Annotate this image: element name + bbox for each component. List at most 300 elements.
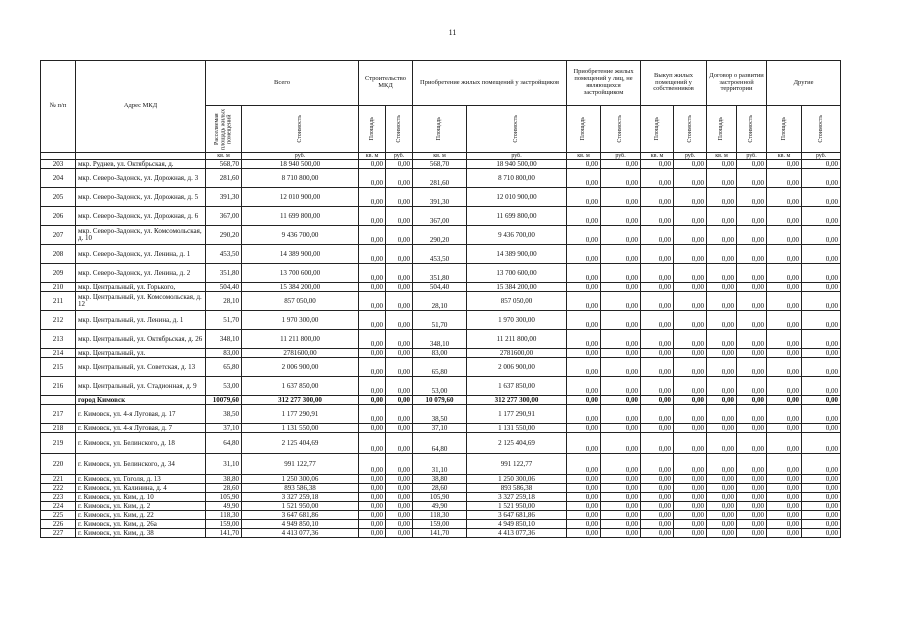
zero-value: 0,00 <box>567 396 601 405</box>
zero-value: 0,00 <box>707 311 737 330</box>
zero-value: 0,00 <box>674 226 707 245</box>
zero-value: 0,00 <box>601 169 641 188</box>
zero-value: 0,00 <box>737 502 767 511</box>
row-number: 204 <box>41 169 76 188</box>
row-number: 205 <box>41 188 76 207</box>
total-area: 38,50 <box>206 405 242 424</box>
developer-cost: 12 010 900,00 <box>467 188 567 207</box>
table-row <box>41 454 841 475</box>
zero-value: 0,00 <box>641 358 674 377</box>
total-cost: 2 125 404,69 <box>242 433 359 454</box>
zero-value: 0,00 <box>802 502 841 511</box>
zero-value: 0,00 <box>802 454 841 475</box>
developer-area: 38,80 <box>413 475 467 484</box>
zero-value: 0,00 <box>674 511 707 520</box>
zero-value: 0,00 <box>737 207 767 226</box>
zero-value: 0,00 <box>767 169 802 188</box>
developer-cost: 1 521 950,00 <box>467 502 567 511</box>
construction-cost: 0,00 <box>386 493 413 502</box>
zero-value: 0,00 <box>802 245 841 264</box>
zero-value: 0,00 <box>737 454 767 475</box>
zero-value: 0,00 <box>707 396 737 405</box>
construction-area: 0,00 <box>359 520 386 529</box>
total-area: 118,30 <box>206 511 242 520</box>
zero-value: 0,00 <box>767 405 802 424</box>
construction-area: 0,00 <box>359 493 386 502</box>
zero-value: 0,00 <box>767 502 802 511</box>
row-number: 210 <box>41 283 76 292</box>
zero-value: 0,00 <box>802 377 841 396</box>
zero-value: 0,00 <box>601 245 641 264</box>
unit-label: руб. <box>467 153 567 160</box>
zero-value: 0,00 <box>737 396 767 405</box>
zero-value: 0,00 <box>767 207 802 226</box>
construction-cost: 0,00 <box>386 292 413 311</box>
unit-label: руб. <box>802 153 841 160</box>
row-address: г. Кимовск, ул. Белинского, д. 18 <box>76 433 206 454</box>
construction-area: 0,00 <box>359 511 386 520</box>
total-cost: 1 250 300,06 <box>242 475 359 484</box>
row-address: г. Кимовск, ул. Гоголя, д. 13 <box>76 475 206 484</box>
total-area: 64,80 <box>206 433 242 454</box>
zero-value: 0,00 <box>567 405 601 424</box>
zero-value: 0,00 <box>601 502 641 511</box>
unit-label: руб. <box>601 153 641 160</box>
zero-value: 0,00 <box>567 207 601 226</box>
zero-value: 0,00 <box>601 349 641 358</box>
subheader-cost: Стоимость <box>802 106 841 153</box>
construction-cost: 0,00 <box>386 502 413 511</box>
zero-value: 0,00 <box>707 424 737 433</box>
developer-area: 348,10 <box>413 330 467 349</box>
total-area: 65,80 <box>206 358 242 377</box>
row-address: г. Кимовск, ул. 4-я Луговая, д. 17 <box>76 405 206 424</box>
zero-value: 0,00 <box>601 529 641 538</box>
table-row <box>41 264 841 283</box>
row-number: 203 <box>41 160 76 169</box>
header-other: Другие <box>767 61 841 106</box>
subheader-cost: Стоимость <box>674 106 707 153</box>
zero-value: 0,00 <box>802 311 841 330</box>
zero-value: 0,00 <box>737 475 767 484</box>
zero-value: 0,00 <box>641 330 674 349</box>
zero-value: 0,00 <box>707 245 737 264</box>
zero-value: 0,00 <box>802 169 841 188</box>
zero-value: 0,00 <box>707 264 737 283</box>
total-area: 281,60 <box>206 169 242 188</box>
row-address: г. Кимовск, ул. 4-я Луговая, д. 7 <box>76 424 206 433</box>
table-row <box>41 292 841 311</box>
total-area: 28,60 <box>206 484 242 493</box>
zero-value: 0,00 <box>707 283 737 292</box>
zero-value: 0,00 <box>641 493 674 502</box>
zero-value: 0,00 <box>674 330 707 349</box>
total-cost: 3 647 681,86 <box>242 511 359 520</box>
developer-area: 38,50 <box>413 405 467 424</box>
table-row <box>41 349 841 358</box>
row-address: мкр. Центральный, ул. Комсомольская, д. 12 <box>76 292 206 311</box>
construction-area: 0,00 <box>359 475 386 484</box>
zero-value: 0,00 <box>737 529 767 538</box>
row-number: 218 <box>41 424 76 433</box>
zero-value: 0,00 <box>641 188 674 207</box>
row-number: 215 <box>41 358 76 377</box>
total-area: 10079,60 <box>206 396 242 405</box>
construction-area: 0,00 <box>359 405 386 424</box>
developer-cost: 11 211 800,00 <box>467 330 567 349</box>
zero-value: 0,00 <box>567 502 601 511</box>
construction-area: 0,00 <box>359 283 386 292</box>
zero-value: 0,00 <box>707 349 737 358</box>
subheader-area: Площадь <box>707 106 737 153</box>
table-row <box>41 169 841 188</box>
zero-value: 0,00 <box>767 424 802 433</box>
construction-area: 0,00 <box>359 264 386 283</box>
total-cost: 991 122,77 <box>242 454 359 475</box>
zero-value: 0,00 <box>767 454 802 475</box>
zero-value: 0,00 <box>737 264 767 283</box>
zero-value: 0,00 <box>802 349 841 358</box>
zero-value: 0,00 <box>674 207 707 226</box>
row-address: мкр. Центральный, ул. Советская, д. 13 <box>76 358 206 377</box>
zero-value: 0,00 <box>674 475 707 484</box>
developer-area: 64,80 <box>413 433 467 454</box>
zero-value: 0,00 <box>707 502 737 511</box>
construction-cost: 0,00 <box>386 484 413 493</box>
subheader-area: Площадь <box>359 106 386 153</box>
zero-value: 0,00 <box>802 529 841 538</box>
construction-cost: 0,00 <box>386 188 413 207</box>
total-cost: 4 413 077,36 <box>242 529 359 538</box>
zero-value: 0,00 <box>641 520 674 529</box>
zero-value: 0,00 <box>767 377 802 396</box>
developer-area: 28,60 <box>413 484 467 493</box>
construction-area: 0,00 <box>359 502 386 511</box>
construction-cost: 0,00 <box>386 424 413 433</box>
construction-cost: 0,00 <box>386 475 413 484</box>
developer-area: 367,00 <box>413 207 467 226</box>
zero-value: 0,00 <box>707 520 737 529</box>
construction-area: 0,00 <box>359 529 386 538</box>
construction-area: 0,00 <box>359 377 386 396</box>
zero-value: 0,00 <box>707 358 737 377</box>
zero-value: 0,00 <box>802 207 841 226</box>
developer-area: 37,10 <box>413 424 467 433</box>
row-address: мкр. Центральный, ул. Горького, <box>76 283 206 292</box>
developer-area: 568,70 <box>413 160 467 169</box>
row-number: 225 <box>41 511 76 520</box>
table-row <box>41 188 841 207</box>
construction-cost: 0,00 <box>386 377 413 396</box>
row-number: 207 <box>41 226 76 245</box>
construction-area: 0,00 <box>359 454 386 475</box>
table-row <box>41 529 841 538</box>
row-number: 217 <box>41 405 76 424</box>
zero-value: 0,00 <box>674 311 707 330</box>
zero-value: 0,00 <box>737 160 767 169</box>
developer-area: 83,00 <box>413 349 467 358</box>
construction-area: 0,00 <box>359 160 386 169</box>
zero-value: 0,00 <box>567 424 601 433</box>
row-address: город Кимовск <box>76 396 206 405</box>
zero-value: 0,00 <box>767 330 802 349</box>
unit-label: кв. м <box>707 153 737 160</box>
zero-value: 0,00 <box>802 511 841 520</box>
zero-value: 0,00 <box>567 188 601 207</box>
developer-area: 65,80 <box>413 358 467 377</box>
zero-value: 0,00 <box>674 433 707 454</box>
zero-value: 0,00 <box>641 502 674 511</box>
row-address: г. Кимовск, ул. Ким, д. 10 <box>76 493 206 502</box>
zero-value: 0,00 <box>601 396 641 405</box>
row-number <box>41 396 76 405</box>
total-area: 141,70 <box>206 529 242 538</box>
row-number: 208 <box>41 245 76 264</box>
total-cost: 3 327 259,18 <box>242 493 359 502</box>
zero-value: 0,00 <box>802 475 841 484</box>
developer-cost: 15 384 200,00 <box>467 283 567 292</box>
zero-value: 0,00 <box>802 188 841 207</box>
zero-value: 0,00 <box>767 292 802 311</box>
zero-value: 0,00 <box>601 484 641 493</box>
total-cost: 14 389 900,00 <box>242 245 359 264</box>
zero-value: 0,00 <box>767 433 802 454</box>
total-cost: 15 384 200,00 <box>242 283 359 292</box>
zero-value: 0,00 <box>567 160 601 169</box>
zero-value: 0,00 <box>737 358 767 377</box>
developer-area: 49,90 <box>413 502 467 511</box>
zero-value: 0,00 <box>737 330 767 349</box>
construction-area: 0,00 <box>359 188 386 207</box>
construction-area: 0,00 <box>359 207 386 226</box>
zero-value: 0,00 <box>674 188 707 207</box>
zero-value: 0,00 <box>674 396 707 405</box>
construction-area: 0,00 <box>359 169 386 188</box>
developer-cost: 1 637 850,00 <box>467 377 567 396</box>
zero-value: 0,00 <box>641 283 674 292</box>
table-row <box>41 405 841 424</box>
zero-value: 0,00 <box>567 311 601 330</box>
zero-value: 0,00 <box>802 292 841 311</box>
zero-value: 0,00 <box>641 160 674 169</box>
zero-value: 0,00 <box>767 520 802 529</box>
zero-value: 0,00 <box>674 169 707 188</box>
header-address: Адрес МКД <box>76 61 206 153</box>
zero-value: 0,00 <box>737 226 767 245</box>
subheader-area: Площадь <box>641 106 674 153</box>
row-number: 221 <box>41 475 76 484</box>
zero-value: 0,00 <box>674 292 707 311</box>
developer-cost: 4 949 850,10 <box>467 520 567 529</box>
zero-value: 0,00 <box>641 405 674 424</box>
subheader-cost: Стоимость <box>386 106 413 153</box>
zero-value: 0,00 <box>767 349 802 358</box>
construction-cost: 0,00 <box>386 264 413 283</box>
row-address: мкр. Северо-Задонск, ул. Комсомольская, д. 10 <box>76 226 206 245</box>
zero-value: 0,00 <box>767 396 802 405</box>
row-address: мкр. Центральный, ул. Октябрьская, д. 26 <box>76 330 206 349</box>
zero-value: 0,00 <box>601 493 641 502</box>
zero-value: 0,00 <box>802 493 841 502</box>
total-area: 37,10 <box>206 424 242 433</box>
table-row <box>41 520 841 529</box>
header-num: № п/п <box>41 61 76 153</box>
subheader-area: Площадь <box>767 106 802 153</box>
zero-value: 0,00 <box>802 264 841 283</box>
zero-value: 0,00 <box>767 283 802 292</box>
zero-value: 0,00 <box>767 484 802 493</box>
zero-value: 0,00 <box>567 454 601 475</box>
zero-value: 0,00 <box>641 433 674 454</box>
zero-value: 0,00 <box>737 511 767 520</box>
total-area: 391,30 <box>206 188 242 207</box>
zero-value: 0,00 <box>601 433 641 454</box>
zero-value: 0,00 <box>641 529 674 538</box>
zero-value: 0,00 <box>674 520 707 529</box>
construction-cost: 0,00 <box>386 207 413 226</box>
zero-value: 0,00 <box>567 169 601 188</box>
zero-value: 0,00 <box>567 330 601 349</box>
row-number: 219 <box>41 433 76 454</box>
row-number: 211 <box>41 292 76 311</box>
row-number: 209 <box>41 264 76 283</box>
total-area: 38,80 <box>206 475 242 484</box>
developer-cost: 991 122,77 <box>467 454 567 475</box>
zero-value: 0,00 <box>707 169 737 188</box>
zero-value: 0,00 <box>674 349 707 358</box>
zero-value: 0,00 <box>641 207 674 226</box>
zero-value: 0,00 <box>601 160 641 169</box>
construction-cost: 0,00 <box>386 433 413 454</box>
zero-value: 0,00 <box>767 511 802 520</box>
row-address: мкр. Северо-Задонск, ул. Ленина, д. 1 <box>76 245 206 264</box>
table-row <box>41 330 841 349</box>
total-area: 28,10 <box>206 292 242 311</box>
total-cost: 312 277 300,00 <box>242 396 359 405</box>
table-row <box>41 424 841 433</box>
zero-value: 0,00 <box>707 160 737 169</box>
zero-value: 0,00 <box>641 475 674 484</box>
developer-area: 281,60 <box>413 169 467 188</box>
row-address: мкр. Северо-Задонск, ул. Ленина, д. 2 <box>76 264 206 283</box>
zero-value: 0,00 <box>601 283 641 292</box>
subheader-cost: Стоимость <box>737 106 767 153</box>
construction-cost: 0,00 <box>386 330 413 349</box>
unit-label: кв. м <box>413 153 467 160</box>
zero-value: 0,00 <box>707 454 737 475</box>
zero-value: 0,00 <box>674 358 707 377</box>
row-address: мкр. Центральный, ул. Ленина, д. 1 <box>76 311 206 330</box>
total-area: 105,90 <box>206 493 242 502</box>
zero-value: 0,00 <box>674 424 707 433</box>
zero-value: 0,00 <box>737 188 767 207</box>
developer-cost: 2 006 900,00 <box>467 358 567 377</box>
construction-cost: 0,00 <box>386 396 413 405</box>
zero-value: 0,00 <box>674 529 707 538</box>
developer-cost: 1 177 290,91 <box>467 405 567 424</box>
zero-value: 0,00 <box>737 484 767 493</box>
total-area: 348,10 <box>206 330 242 349</box>
zero-value: 0,00 <box>567 520 601 529</box>
zero-value: 0,00 <box>802 424 841 433</box>
construction-area: 0,00 <box>359 396 386 405</box>
developer-cost: 4 413 077,36 <box>467 529 567 538</box>
zero-value: 0,00 <box>737 169 767 188</box>
zero-value: 0,00 <box>802 433 841 454</box>
zero-value: 0,00 <box>567 292 601 311</box>
zero-value: 0,00 <box>641 396 674 405</box>
zero-value: 0,00 <box>767 264 802 283</box>
zero-value: 0,00 <box>767 529 802 538</box>
zero-value: 0,00 <box>737 493 767 502</box>
table-row <box>41 207 841 226</box>
row-number: 212 <box>41 311 76 330</box>
zero-value: 0,00 <box>567 264 601 283</box>
zero-value: 0,00 <box>737 377 767 396</box>
zero-value: 0,00 <box>567 377 601 396</box>
row-address: мкр. Руднев, ул. Октябрьская, д. <box>76 160 206 169</box>
zero-value: 0,00 <box>601 454 641 475</box>
zero-value: 0,00 <box>641 226 674 245</box>
construction-cost: 0,00 <box>386 511 413 520</box>
zero-value: 0,00 <box>674 283 707 292</box>
unit-label: кв. м <box>767 153 802 160</box>
developer-cost: 312 277 300,00 <box>467 396 567 405</box>
zero-value: 0,00 <box>767 226 802 245</box>
construction-cost: 0,00 <box>386 160 413 169</box>
developer-area: 10 079,60 <box>413 396 467 405</box>
zero-value: 0,00 <box>737 424 767 433</box>
zero-value: 0,00 <box>707 484 737 493</box>
construction-area: 0,00 <box>359 245 386 264</box>
developer-cost: 8 710 800,00 <box>467 169 567 188</box>
zero-value: 0,00 <box>802 405 841 424</box>
row-address: мкр. Северо-Задонск, ул. Дорожная, д. 3 <box>76 169 206 188</box>
construction-cost: 0,00 <box>386 358 413 377</box>
zero-value: 0,00 <box>567 283 601 292</box>
zero-value: 0,00 <box>737 433 767 454</box>
zero-value: 0,00 <box>707 529 737 538</box>
total-cost: 2 006 900,00 <box>242 358 359 377</box>
total-cost: 18 940 500,00 <box>242 160 359 169</box>
unit-label: руб. <box>674 153 707 160</box>
subheader-cost: Стоимость <box>601 106 641 153</box>
total-cost: 11 699 800,00 <box>242 207 359 226</box>
zero-value: 0,00 <box>567 529 601 538</box>
construction-area: 0,00 <box>359 433 386 454</box>
developer-area: 290,20 <box>413 226 467 245</box>
zero-value: 0,00 <box>567 433 601 454</box>
zero-value: 0,00 <box>707 405 737 424</box>
zero-value: 0,00 <box>601 405 641 424</box>
zero-value: 0,00 <box>737 292 767 311</box>
zero-value: 0,00 <box>601 264 641 283</box>
table-row <box>41 502 841 511</box>
row-number: 227 <box>41 529 76 538</box>
zero-value: 0,00 <box>707 493 737 502</box>
row-address: мкр. Центральный, ул. <box>76 349 206 358</box>
table-row <box>41 245 841 264</box>
developer-area: 351,80 <box>413 264 467 283</box>
zero-value: 0,00 <box>707 292 737 311</box>
zero-value: 0,00 <box>737 311 767 330</box>
zero-value: 0,00 <box>674 493 707 502</box>
zero-value: 0,00 <box>802 358 841 377</box>
unit-label: кв. м <box>641 153 674 160</box>
developer-area: 453,50 <box>413 245 467 264</box>
resettlement-table <box>40 60 841 538</box>
zero-value: 0,00 <box>601 520 641 529</box>
